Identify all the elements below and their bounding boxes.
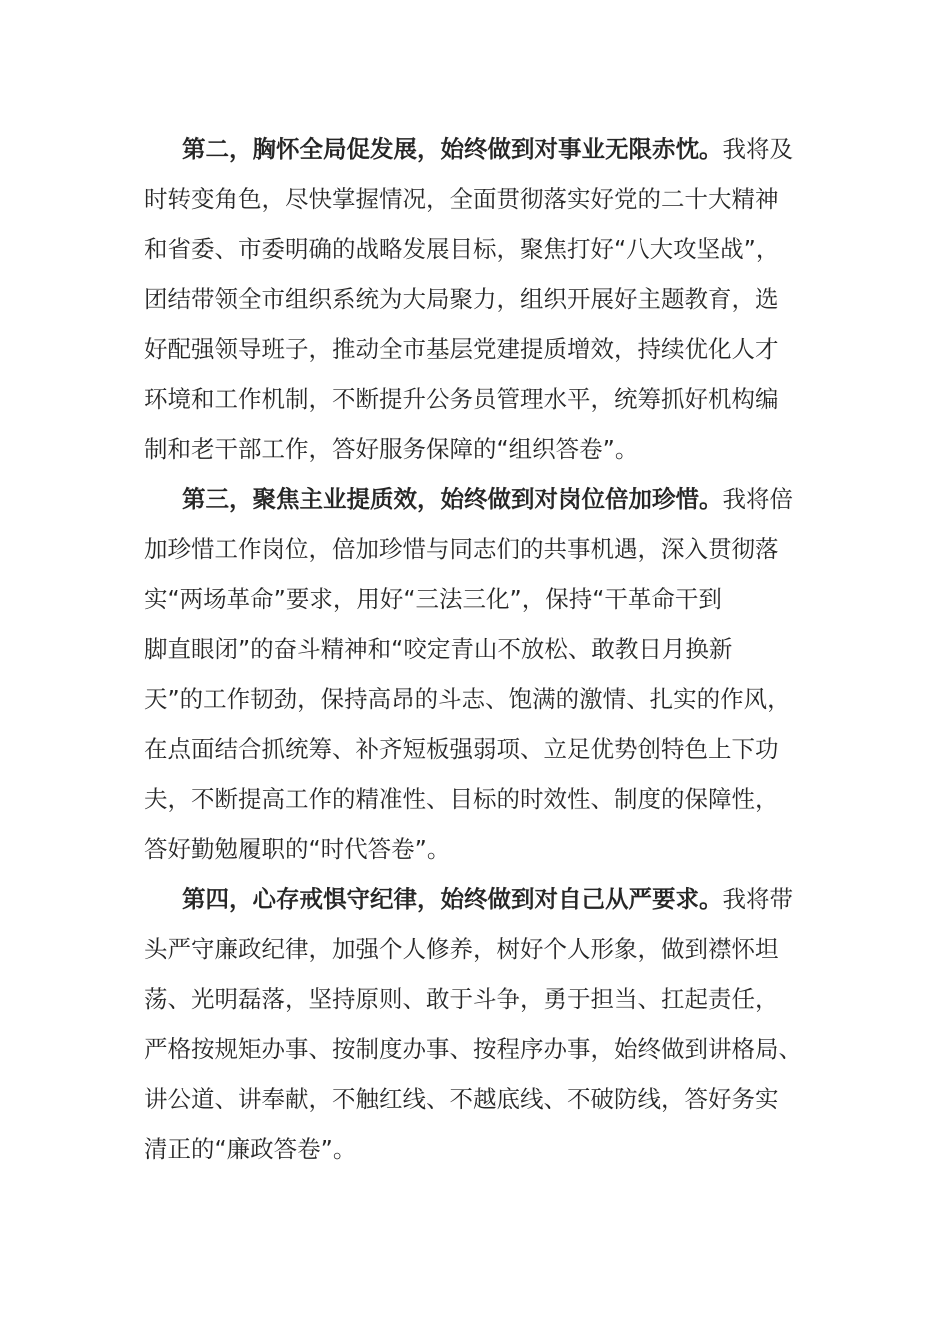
paragraph-heading: 第三，聚焦主业提质效，始终做到对岗位倍加珍惜。: [182, 485, 723, 513]
paragraph-heading: 第二，胸怀全局促发展，始终做到对事业无限赤忱。: [182, 135, 723, 163]
paragraph-line: 在点面结合抓统筹、补齐短板强弱项、立足优势创特色上下功: [144, 735, 779, 763]
paragraph-line: 好配强领导班子，推动全市基层党建提质增效，持续优化人才: [144, 335, 779, 363]
paragraph-line: 严格按规矩办事、按制度办事、按程序办事，始终做到讲格局、: [144, 1035, 802, 1063]
paragraph-fourth: [144, 874, 808, 1174]
paragraph-line: 实“两场革命”要求，用好“三法三化”，保持“干革命干到: [144, 585, 722, 613]
paragraph-line: 环境和工作机制，不断提升公务员管理水平，统筹抓好机构编: [144, 385, 779, 413]
paragraph-line: 制和老干部工作，答好服务保障的“组织答卷”。: [144, 435, 639, 463]
paragraph-heading: 第四，心存戒惧守纪律，始终做到对自己从严要求。: [182, 885, 723, 913]
paragraph-line: 清正的“廉政答卷”。: [144, 1135, 357, 1163]
paragraph-line: 时转变角色，尽快掌握情况，全面贯彻落实好党的二十大精神: [144, 185, 779, 213]
document-body: [144, 124, 808, 1174]
paragraph-line: 头严守廉政纪律，加强个人修养，树好个人形象，做到襟怀坦: [144, 935, 779, 963]
paragraph-line: 天”的工作韧劲，保持高昂的斗志、饱满的激情、扎实的作风，: [144, 685, 791, 713]
paragraph-line: 夫，不断提高工作的精准性、目标的时效性、制度的保障性，: [144, 785, 779, 813]
paragraph-line: 答好勤勉履职的“时代答卷”。: [144, 835, 451, 863]
paragraph-text: 我将及: [722, 135, 793, 163]
paragraph-text: 我将带: [722, 885, 793, 913]
paragraph-text: 我将倍: [722, 485, 793, 513]
paragraph-line: 加珍惜工作岗位，倍加珍惜与同志们的共事机遇，深入贯彻落: [144, 535, 779, 563]
paragraph-third: [144, 474, 808, 874]
paragraph-line: 团结带领全市组织系统为大局聚力，组织开展好主题教育，选: [144, 285, 779, 313]
paragraph-line: 和省委、市委明确的战略发展目标，聚焦打好“八大攻坚战”，: [144, 235, 780, 263]
paragraph-line: 荡、光明磊落，坚持原则、敢于斗争，勇于担当、扛起责任，: [144, 985, 779, 1013]
paragraph-first-line: [144, 124, 808, 174]
paragraph-second: [144, 124, 808, 474]
paragraph-line: 脚直眼闭”的奋斗精神和“咬定青山不放松、敢教日月换新: [144, 635, 733, 663]
paragraph-line: 讲公道、讲奉献，不触红线、不越底线、不破防线，答好务实: [144, 1085, 779, 1113]
paragraph-first-line: [144, 474, 808, 524]
paragraph-first-line: [144, 874, 808, 924]
